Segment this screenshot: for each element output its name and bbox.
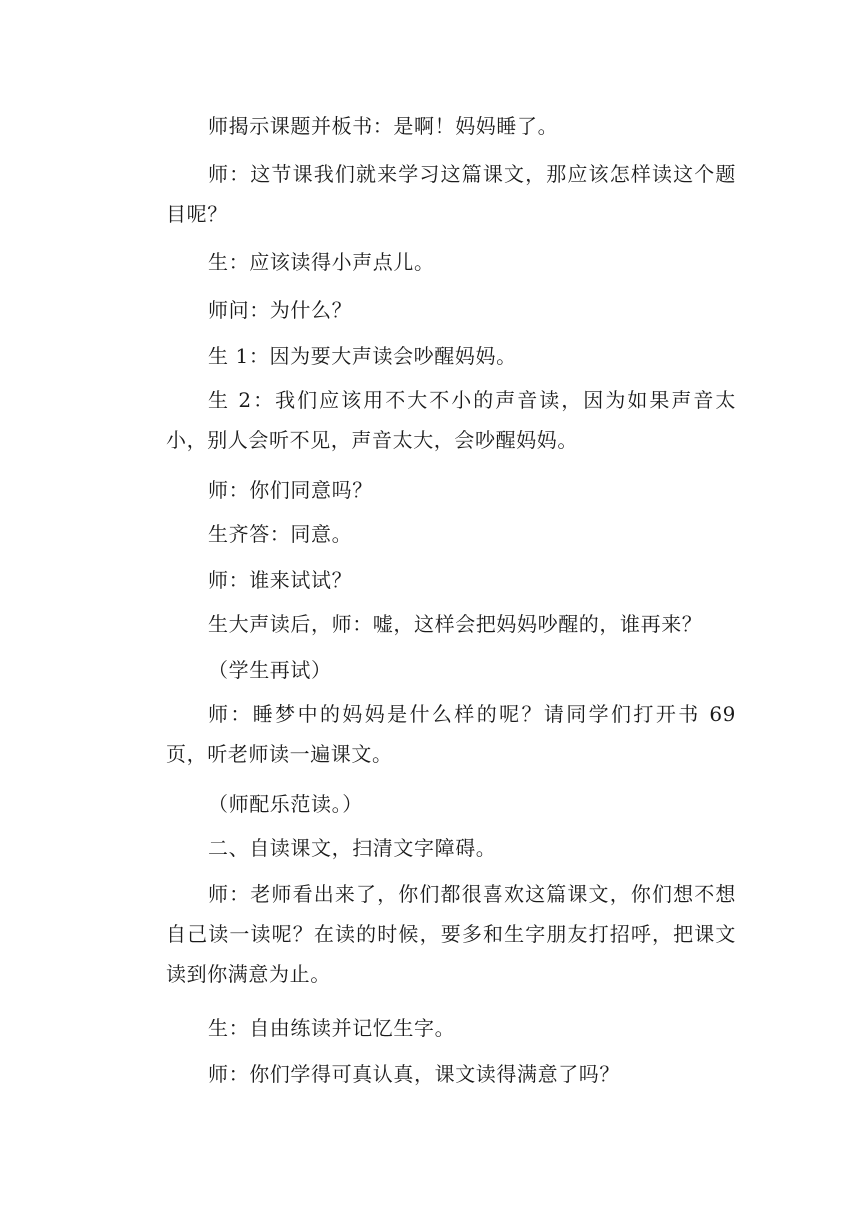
paragraph-13: （师配乐范读。） [208, 792, 363, 816]
paragraph-3: 生：应该读得小声点儿。 [208, 250, 435, 274]
paragraph-15: 师：老师看出来了，你们都很喜欢这篇课文，你们想不想自己读一读呢？在读的时候，要多和生字朋友打招呼，把课文读到你满意为止。 [166, 882, 736, 986]
paragraph-17: 师：你们学得可真认真，课文读得满意了吗？ [208, 1062, 620, 1086]
paragraph-10: 生大声读后，师：嘘，这样会把妈妈吵醒的，谁再来？ [208, 612, 703, 636]
paragraph-11: （学生再试） [208, 658, 332, 682]
paragraph-6: 生 2：我们应该用不大不小的声音读，因为如果声音太小，别人会听不见，声音太大，会吵醒妈妈。 [166, 388, 736, 452]
section-heading: 二、自读课文，扫清文字障碍。 [208, 836, 497, 860]
paragraph-12: 师：睡梦中的妈妈是什么样的呢？请同学们打开书 69 页，听老师读一遍课文。 [166, 702, 736, 766]
paragraph-4: 师问：为什么？ [208, 298, 353, 322]
paragraph-7: 师：你们同意吗？ [208, 478, 373, 502]
paragraph-2: 师：这节课我们就来学习这篇课文，那应该怎样读这个题目呢？ [166, 162, 736, 226]
paragraph-9: 师：谁来试试？ [208, 568, 353, 592]
paragraph-16: 生：自由练读并记忆生字。 [208, 1016, 456, 1040]
paragraph-1: 师揭示课题并板书：是啊！妈妈睡了。 [208, 114, 559, 138]
paragraph-8: 生齐答：同意。 [208, 522, 353, 546]
paragraph-5: 生 1：因为要大声读会吵醒妈妈。 [208, 344, 517, 368]
